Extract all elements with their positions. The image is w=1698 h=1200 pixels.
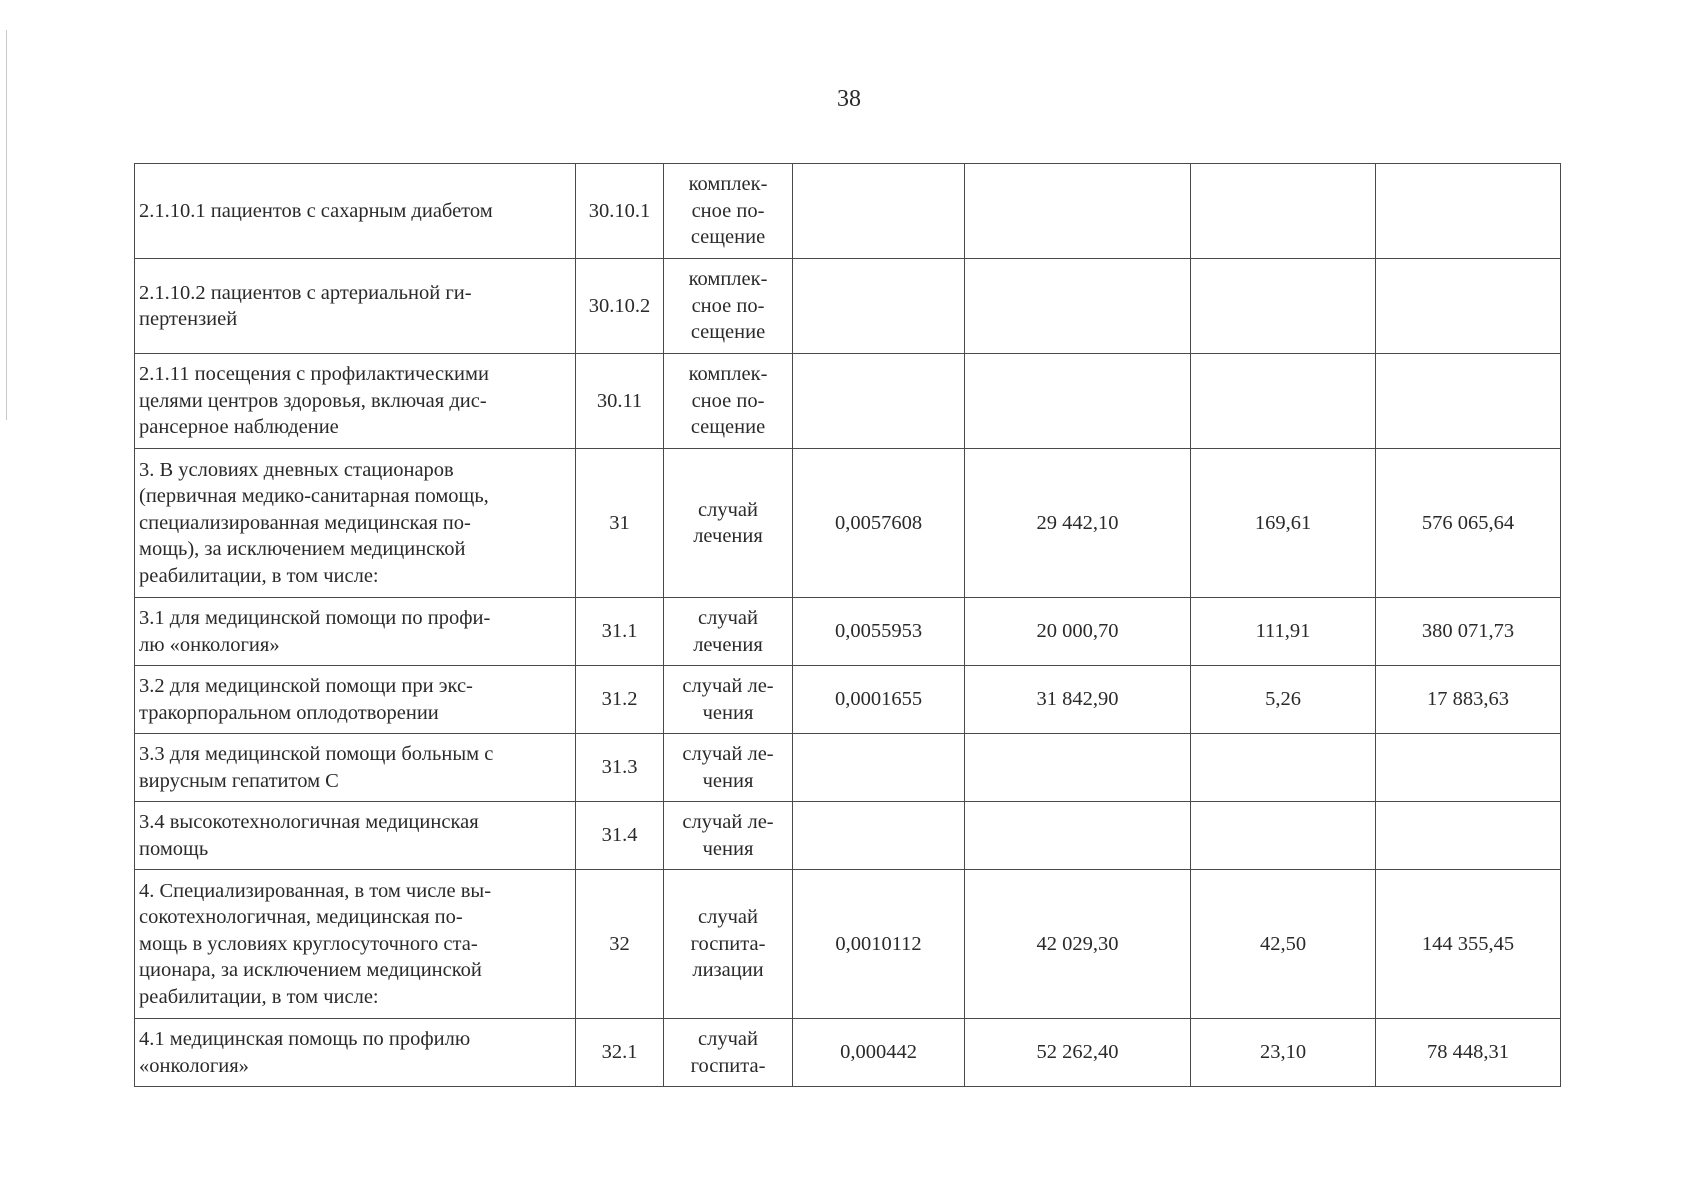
norms-table xyxy=(134,163,1561,1087)
row-cost xyxy=(965,802,1191,870)
row-number: 32.1 xyxy=(576,1019,664,1087)
row-name: 3. В условиях дневных стационаров (первичная медико-санитарная помощь, специализированная медицинская по- мощь), за исключением медицинской реабилитации, в том числе: xyxy=(135,449,576,598)
table-row xyxy=(135,802,1561,870)
row-total xyxy=(1376,259,1561,354)
table-row xyxy=(135,449,1561,598)
row-name: 2.1.10.2 пациентов с артериальной ги- пертензией xyxy=(135,259,576,354)
row-number: 30.10.1 xyxy=(576,164,664,259)
row-name: 2.1.11 посещения с профилактическими целями центров здоровья, включая дис- pансерное наблюдение xyxy=(135,354,576,449)
row-name: 3.2 для медицинской помощи при экс- тракорпоральном оплодотворении xyxy=(135,666,576,734)
row-number: 30.10.2 xyxy=(576,259,664,354)
row-number: 32 xyxy=(576,870,664,1019)
row-norm: 0,0057608 xyxy=(793,449,965,598)
row-name: 4. Специализированная, в том числе вы- сокотехнологичная, медицинская по- мощь в условиях круглосуточного ста- ционара, за исключением медицинской реабилитации, в том числе: xyxy=(135,870,576,1019)
row-per-capita: 23,10 xyxy=(1191,1019,1376,1087)
row-total: 17 883,63 xyxy=(1376,666,1561,734)
row-cost: 52 262,40 xyxy=(965,1019,1191,1087)
row-unit: комплек- сное по- сещение xyxy=(664,259,793,354)
row-name: 2.1.10.1 пациентов с сахарным диабетом xyxy=(135,164,576,259)
row-per-capita: 169,61 xyxy=(1191,449,1376,598)
row-unit: случай лечения xyxy=(664,449,793,598)
row-per-capita xyxy=(1191,164,1376,259)
row-total xyxy=(1376,734,1561,802)
row-cost xyxy=(965,259,1191,354)
row-number: 31.3 xyxy=(576,734,664,802)
row-unit: комплек- сное по- сещение xyxy=(664,164,793,259)
row-norm xyxy=(793,354,965,449)
row-unit: случай госпита- xyxy=(664,1019,793,1087)
row-cost xyxy=(965,354,1191,449)
row-cost: 31 842,90 xyxy=(965,666,1191,734)
row-per-capita xyxy=(1191,354,1376,449)
row-norm xyxy=(793,734,965,802)
row-total: 78 448,31 xyxy=(1376,1019,1561,1087)
table-row xyxy=(135,354,1561,449)
row-cost xyxy=(965,164,1191,259)
row-number: 31.2 xyxy=(576,666,664,734)
row-unit: случай ле- чения xyxy=(664,666,793,734)
table-body xyxy=(135,164,1561,1087)
row-norm: 0,0001655 xyxy=(793,666,965,734)
row-name: 3.3 для медицинской помощи больным с вирусным гепатитом С xyxy=(135,734,576,802)
row-number: 31 xyxy=(576,449,664,598)
table-row xyxy=(135,259,1561,354)
row-total xyxy=(1376,802,1561,870)
row-number: 31.4 xyxy=(576,802,664,870)
row-cost: 29 442,10 xyxy=(965,449,1191,598)
row-per-capita xyxy=(1191,802,1376,870)
row-name: 3.4 высокотехнологичная медицинская помощь xyxy=(135,802,576,870)
row-unit: случай ле- чения xyxy=(664,802,793,870)
row-cost xyxy=(965,734,1191,802)
row-number: 30.11 xyxy=(576,354,664,449)
row-norm: 0,0055953 xyxy=(793,598,965,666)
table-row xyxy=(135,1019,1561,1087)
row-total xyxy=(1376,354,1561,449)
row-per-capita: 42,50 xyxy=(1191,870,1376,1019)
row-per-capita xyxy=(1191,734,1376,802)
table-row xyxy=(135,734,1561,802)
row-unit: случай лечения xyxy=(664,598,793,666)
table-row xyxy=(135,598,1561,666)
row-norm xyxy=(793,164,965,259)
row-cost: 42 029,30 xyxy=(965,870,1191,1019)
row-per-capita: 5,26 xyxy=(1191,666,1376,734)
row-total: 380 071,73 xyxy=(1376,598,1561,666)
row-unit: случай ле- чения xyxy=(664,734,793,802)
row-norm xyxy=(793,802,965,870)
page-number: 38 xyxy=(837,86,861,112)
row-name: 3.1 для медицинской помощи по профи- лю «онкология» xyxy=(135,598,576,666)
row-unit: комплек- сное по- сещение xyxy=(664,354,793,449)
row-unit: случай госпита- лизации xyxy=(664,870,793,1019)
row-norm: 0,0010112 xyxy=(793,870,965,1019)
row-name: 4.1 медицинская помощь по профилю «онкология» xyxy=(135,1019,576,1087)
row-total xyxy=(1376,164,1561,259)
row-norm: 0,000442 xyxy=(793,1019,965,1087)
row-cost: 20 000,70 xyxy=(965,598,1191,666)
row-number: 31.1 xyxy=(576,598,664,666)
row-total: 144 355,45 xyxy=(1376,870,1561,1019)
row-total: 576 065,64 xyxy=(1376,449,1561,598)
table-row xyxy=(135,870,1561,1019)
row-norm xyxy=(793,259,965,354)
row-per-capita: 111,91 xyxy=(1191,598,1376,666)
table-row xyxy=(135,666,1561,734)
row-per-capita xyxy=(1191,259,1376,354)
table-row xyxy=(135,164,1561,259)
